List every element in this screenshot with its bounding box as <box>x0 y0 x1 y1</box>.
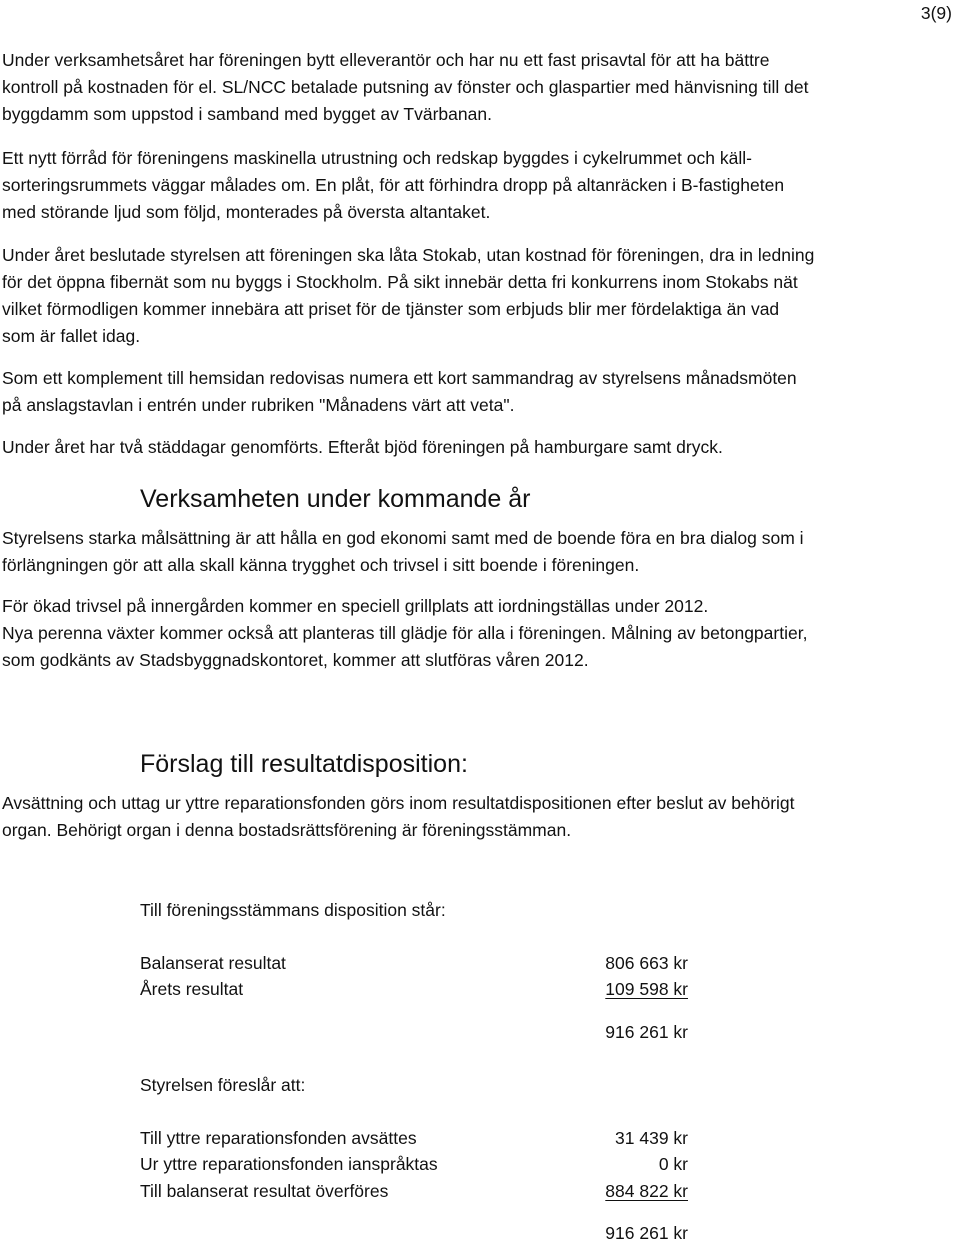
text-line: Under året beslutade styrelsen att föreningen ska låta Stokab, utan kostnad för föreningen, dra in ledning <box>2 245 815 265</box>
text-line: vilket förmodligen kommer innebära att priset för de tjänster som erbjuds blir mer fördelaktiga än vad <box>2 299 780 319</box>
row-label: Årets resultat <box>140 979 244 999</box>
text-line: Under verksamhetsåret har föreningen bytt elleverantör och har nu ett fast prisavtal för att ha bättre <box>2 50 770 70</box>
text-line: sorteringsrummets väggar målades om. En plåt, för att förhindra dropp på altanräcken i B-fastigheten <box>2 175 785 195</box>
text-line: som är fallet idag. <box>2 326 141 346</box>
disposition-total-row <box>140 1019 688 1046</box>
paragraph-repair-fund <box>2 790 958 844</box>
proposal-row <box>140 1151 688 1178</box>
text-line: organ. Behörigt organ i denna bostadsrättsförening är föreningsstämman. <box>2 820 572 840</box>
paragraph-goals <box>2 525 958 579</box>
page-number: 3(9) <box>920 3 952 23</box>
row-label: Balanserat resultat <box>140 953 286 973</box>
paragraph-fiber <box>2 242 958 350</box>
paragraph-storage <box>2 145 958 226</box>
row-label: Ur yttre reparationsfonden ianspråktas <box>140 1154 438 1174</box>
paragraph-electricity <box>2 47 958 128</box>
row-amount: 884 822 kr <box>605 1181 688 1201</box>
proposal-intro: Styrelsen föreslår att: <box>140 1075 306 1095</box>
text-line: på anslagstavlan i entrén under rubriken "Månadens värt att veta". <box>2 395 515 415</box>
text-line: Ett nytt förråd för föreningens maskinella utrustning och redskap byggdes i cykelrummet och käll- <box>2 148 752 168</box>
disposition-intro: Till föreningsstämmans disposition står: <box>140 900 446 920</box>
text-line: byggdamm som uppstod i samband med bygget av Tvärbanan. <box>2 104 492 124</box>
row-amount: 31 439 kr <box>615 1128 688 1148</box>
row-amount: 109 598 kr <box>605 979 688 999</box>
row-amount: 0 kr <box>658 1154 688 1174</box>
proposal-row <box>140 1178 688 1205</box>
heading-coming-year: Verksamheten under kommande år <box>140 485 531 513</box>
disposition-row <box>140 950 688 977</box>
text-line: Som ett komplement till hemsidan redovisas numera ett kort sammandrag av styrelsens månadsmöten <box>2 368 797 388</box>
proposal-total: 916 261 kr <box>605 1223 688 1243</box>
text-line: Styrelsens starka målsättning är att hålla en god ekonomi samt med de boende föra en bra dialog som i <box>2 528 804 548</box>
paragraph-cleaning-days <box>2 434 958 461</box>
row-label: Till balanserat resultat överföres <box>140 1181 389 1201</box>
row-label: Till yttre reparationsfonden avsättes <box>140 1128 417 1148</box>
disposition-row <box>140 976 688 1003</box>
text-line: för det öppna fibernät som nu byggs i Stockholm. På sikt innebär detta fri konkurrens inom Stokabs nät <box>2 272 798 292</box>
disposition-total: 916 261 kr <box>605 1022 688 1042</box>
proposal-row <box>140 1125 688 1152</box>
heading-result-disposition: Förslag till resultatdisposition: <box>140 750 468 778</box>
text-line: med störande ljud som följd, monterades på översta altantaket. <box>2 202 491 222</box>
text-line: Avsättning och uttag ur yttre reparationsfonden görs inom resultatdispositionen efter beslut av behörigt <box>2 793 795 813</box>
paragraph-courtyard <box>2 593 958 674</box>
text-line: Under året har två städdagar genomförts. Efteråt bjöd föreningen på hamburgare samt dryck. <box>2 437 723 457</box>
text-line: som godkänts av Stadsbyggnadskontoret, kommer att slutföras våren 2012. <box>2 650 589 670</box>
text-line: förlängningen gör att alla skall känna trygghet och trivsel i sitt boende i föreningen. <box>2 555 640 575</box>
row-amount: 806 663 kr <box>605 953 688 973</box>
text-line: kontroll på kostnaden för el. SL/NCC betalade putsning av fönster och glaspartier med hänvisning till det <box>2 77 809 97</box>
text-line: Nya perenna växter kommer också att planteras till glädje för alla i föreningen. Målning av betongpartier, <box>2 623 808 643</box>
text-line: För ökad trivsel på innergården kommer en speciell grillplats att iordningställas under 2012. <box>2 596 709 616</box>
paragraph-website <box>2 365 958 419</box>
